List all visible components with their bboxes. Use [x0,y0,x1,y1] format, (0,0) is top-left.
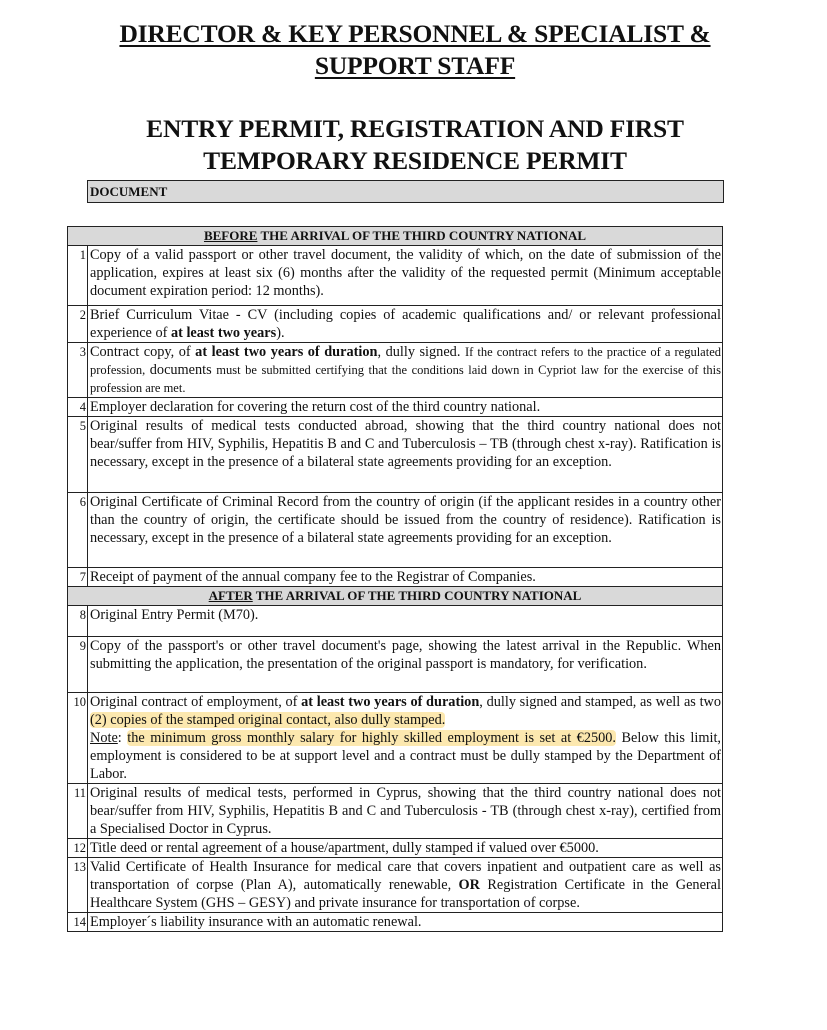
item-description [88,637,723,693]
table-row [68,606,723,637]
highlighted-text: (2) copies of the stamped original contact, also dully stamped. [90,712,446,728]
item-text: Contract copy, of [90,344,196,360]
table-row [68,839,723,858]
table-row [68,343,723,398]
section-header-cell [68,587,723,606]
item-text: documents [149,362,212,378]
item-description [88,839,723,858]
item-number: 1 [68,246,88,306]
bold-text: at least two years [170,325,277,341]
item-text: Title deed or rental agreement of a house/apartment, dully stamped if valued over €5000. [90,840,599,856]
item-number: 5 [68,417,88,493]
item-number: 9 [68,637,88,693]
item-number: 7 [68,568,88,587]
requirements-table-body [68,227,723,932]
item-number: 14 [68,913,88,932]
item-text: Original contract of employment, of [90,694,302,710]
item-number: 4 [68,398,88,417]
page-subtitle-line-2: TEMPORARY RESIDENCE PERMIT [203,146,627,175]
item-text: ). [276,325,285,341]
section-header-emphasis: AFTER [208,588,253,603]
table-row [68,417,723,493]
item-text: Valid Certificate of Health Insurance for medical care that covers inpatient and outpatient care as well as transportation of corpse (Plan A), automatically renewable, [90,859,721,893]
section-header-text: THE ARRIVAL OF THE THIRD COUNTRY NATIONAL [252,588,582,603]
item-text: Note [90,730,118,746]
item-text: : [117,730,128,746]
document-column-header: DOCUMENT [87,180,724,203]
item-text: Copy of a valid passport or other travel document, the validity of which, on the date of submission of the application, expires at least six (6) months after the validity of the requested permit (Minimum acceptable document expiration period: 12 months). [90,247,721,299]
bold-text: OR [458,877,480,893]
item-number: 10 [68,693,88,784]
section-header-after [68,587,723,606]
item-description [88,606,723,637]
section-header-emphasis: BEFORE [203,228,258,243]
item-text: Original results of medical tests conducted abroad, showing that the third country national does not bear/suffer from HIV, Syphilis, Hepatitis B and C and Tuberculosis – TB (through chest x-ray). Ratification is necessary, except in the presence of a bilateral state agreements providing for an exception. [90,418,721,470]
section-header-cell [68,227,723,246]
item-text: Original results of medical tests, performed in Cyprus, showing that the third country national does not bear/suffer from HIV, Syphilis, Hepatitis B and C and Tuberculosis - TB (through chest x-ray), certified from a Specialised Doctor in Cyprus. [90,785,721,837]
bold-text: at least two years of duration [301,694,480,710]
item-text: Registration Certificate in the General Healthcare System (GHS – GESY) and private insurance for transportation of corpse. [90,877,721,911]
section-header-text: THE ARRIVAL OF THE THIRD COUNTRY NATIONAL [257,228,587,243]
item-description [88,417,723,493]
item-text: Brief Curriculum Vitae - CV (including copies of academic qualifications and/ or relevant professional experience of [90,307,721,341]
table-row [68,858,723,913]
item-description [88,913,723,932]
table-row [68,913,723,932]
page-subtitle [60,113,770,177]
table-row [68,568,723,587]
item-description [88,246,723,306]
item-number: 8 [68,606,88,637]
item-text: Copy of the passport's or other travel document's page, showing the latest arrival in the Republic. When submitting the application, the presentation of the original passport is mandatory, for verification. [90,638,721,672]
bold-text: at least two years of duration [195,344,378,360]
table-row [68,398,723,417]
table-row [68,306,723,343]
item-description [88,784,723,839]
item-description [88,343,723,398]
item-description [88,306,723,343]
item-number: 6 [68,493,88,568]
item-number: 13 [68,858,88,913]
item-description [88,493,723,568]
item-description [88,568,723,587]
page-title [60,18,770,82]
item-text: Employer declaration for covering the return cost of the third country national. [90,399,541,415]
item-number: 11 [68,784,88,839]
section-header-before [68,227,723,246]
item-number: 2 [68,306,88,343]
item-text: Below this limit, employment is considered to be at support level and a contract must be dully stamped by the Department of Labor. [90,730,722,782]
item-number: 3 [68,343,88,398]
item-text: , dully signed and stamped, as well as two [479,694,722,710]
item-description [88,858,723,913]
item-description [88,398,723,417]
item-text: Receipt of payment of the annual company fee to the Registrar of Companies. [90,569,536,585]
page-title-line-1: DIRECTOR & KEY PERSONNEL & SPECIALIST & [119,19,711,48]
item-text: Original Entry Permit (M70). [90,607,259,623]
table-row [68,784,723,839]
page-subtitle-line-1: ENTRY PERMIT, REGISTRATION AND FIRST [146,114,684,143]
item-text: Original Certificate of Criminal Record from the country of origin (if the applicant resides in a country other than the country of origin, the certificate should be issued from the country of residence). Ratification is necessary, except in the presence of a bilateral state agreements providing for an exception. [90,494,721,546]
table-row [68,637,723,693]
requirements-table [67,226,723,932]
item-description [88,693,723,784]
table-row [68,693,723,784]
item-text: , dully signed. [377,344,465,360]
item-text: If the contract refers to the practice of a regulated profession, [90,345,721,377]
item-text: Employer´s liability insurance with an automatic renewal. [90,914,422,930]
table-row [68,246,723,306]
item-number: 12 [68,839,88,858]
page-title-line-2: SUPPORT STAFF [314,51,516,80]
highlighted-text: the minimum gross monthly salary for highly skilled employment is set at €2500. [127,730,616,746]
item-text: must be submitted certifying that the conditions laid down in Cypriot law for the exercise of this profession are met. [90,363,721,395]
table-row [68,493,723,568]
